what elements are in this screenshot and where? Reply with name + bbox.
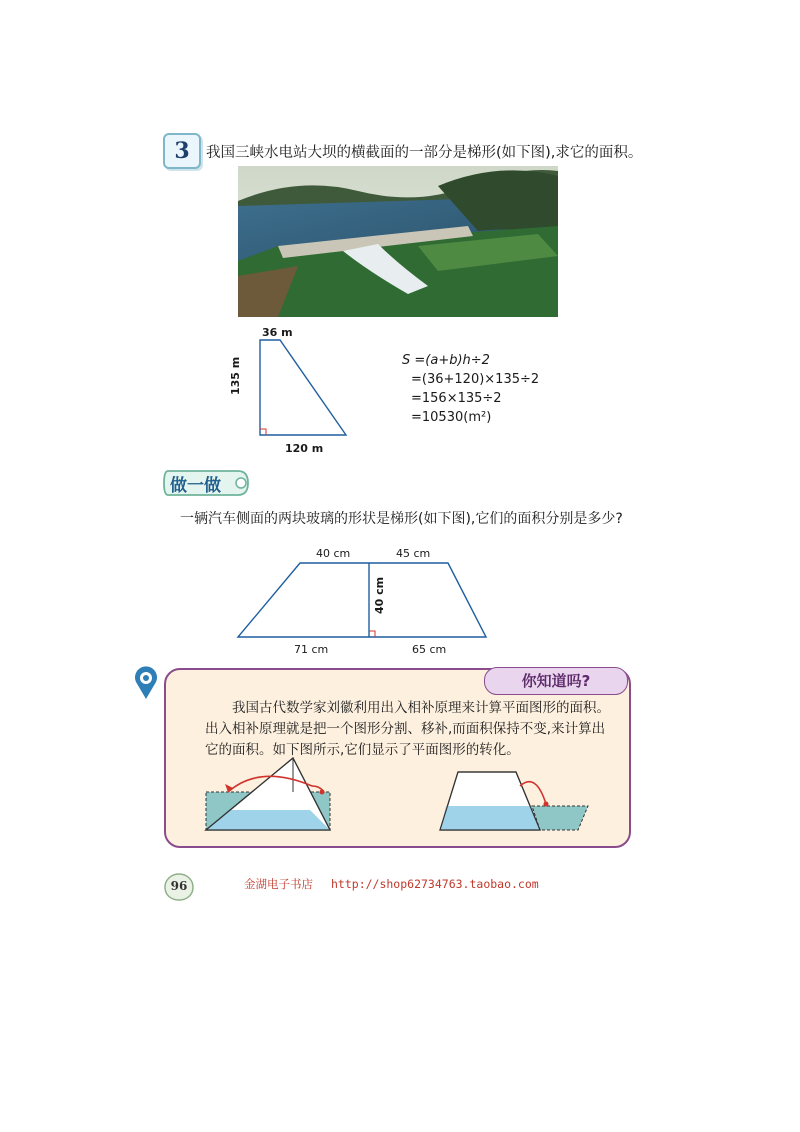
did-you-know-title-tab — [484, 667, 628, 695]
dam-bottom-label: 120 m — [285, 442, 324, 455]
area-formula — [402, 351, 539, 427]
did-you-know-title: 你知道吗? — [521, 672, 591, 690]
shop-name: 金湖电子书店 — [244, 877, 313, 891]
window-height-label: 40 cm — [373, 576, 386, 614]
example-number: 3 — [174, 138, 190, 164]
dam-top-label: 36 m — [262, 326, 293, 339]
window-top-right-label: 45 cm — [396, 547, 431, 560]
did-you-know-text: 我国古代数学家刘徽利用出入相补原理来计算平面图形的面积。出入相补原理就是把一个图形分割、移补,而面积保持不变,来计算出它的面积。如下图所示,它们显示了平面图形的转化。 — [205, 700, 610, 758]
page-number: 96 — [170, 879, 188, 893]
footer-line — [244, 876, 539, 892]
dam-height-label: 135 m — [229, 356, 242, 395]
example-question: 我国三峡水电站大坝的横截面的一部分是梯形(如下图),求它的面积。 — [206, 145, 643, 161]
window-bottom-right-label: 65 cm — [412, 643, 447, 656]
dam-photo — [238, 166, 558, 317]
window-top-left-label: 40 cm — [316, 547, 351, 560]
window-bottom-left-label: 71 cm — [294, 643, 329, 656]
formula-line-2: =(36+120)×135÷2 — [411, 372, 540, 387]
formula-line-1: S =(a+b)h÷2 — [402, 353, 490, 368]
dam-trapezoid-diagram — [238, 325, 358, 455]
shop-url[interactable]: http://shop62734763.taobao.com — [331, 877, 539, 891]
practice-task: 一辆汽车侧面的两块玻璃的形状是梯形(如下图),它们的面积分别是多少? — [180, 511, 623, 527]
trapezoid-transform-illustration — [436, 764, 596, 836]
practice-label: 做一做 — [170, 476, 221, 496]
formula-line-4: =10530(m²) — [411, 410, 492, 425]
car-windows-diagram — [230, 555, 495, 645]
pin-icon — [133, 666, 159, 700]
example-number-badge — [163, 133, 201, 169]
formula-line-3: =156×135÷2 — [411, 391, 502, 406]
triangle-transform-illustration — [200, 752, 340, 836]
